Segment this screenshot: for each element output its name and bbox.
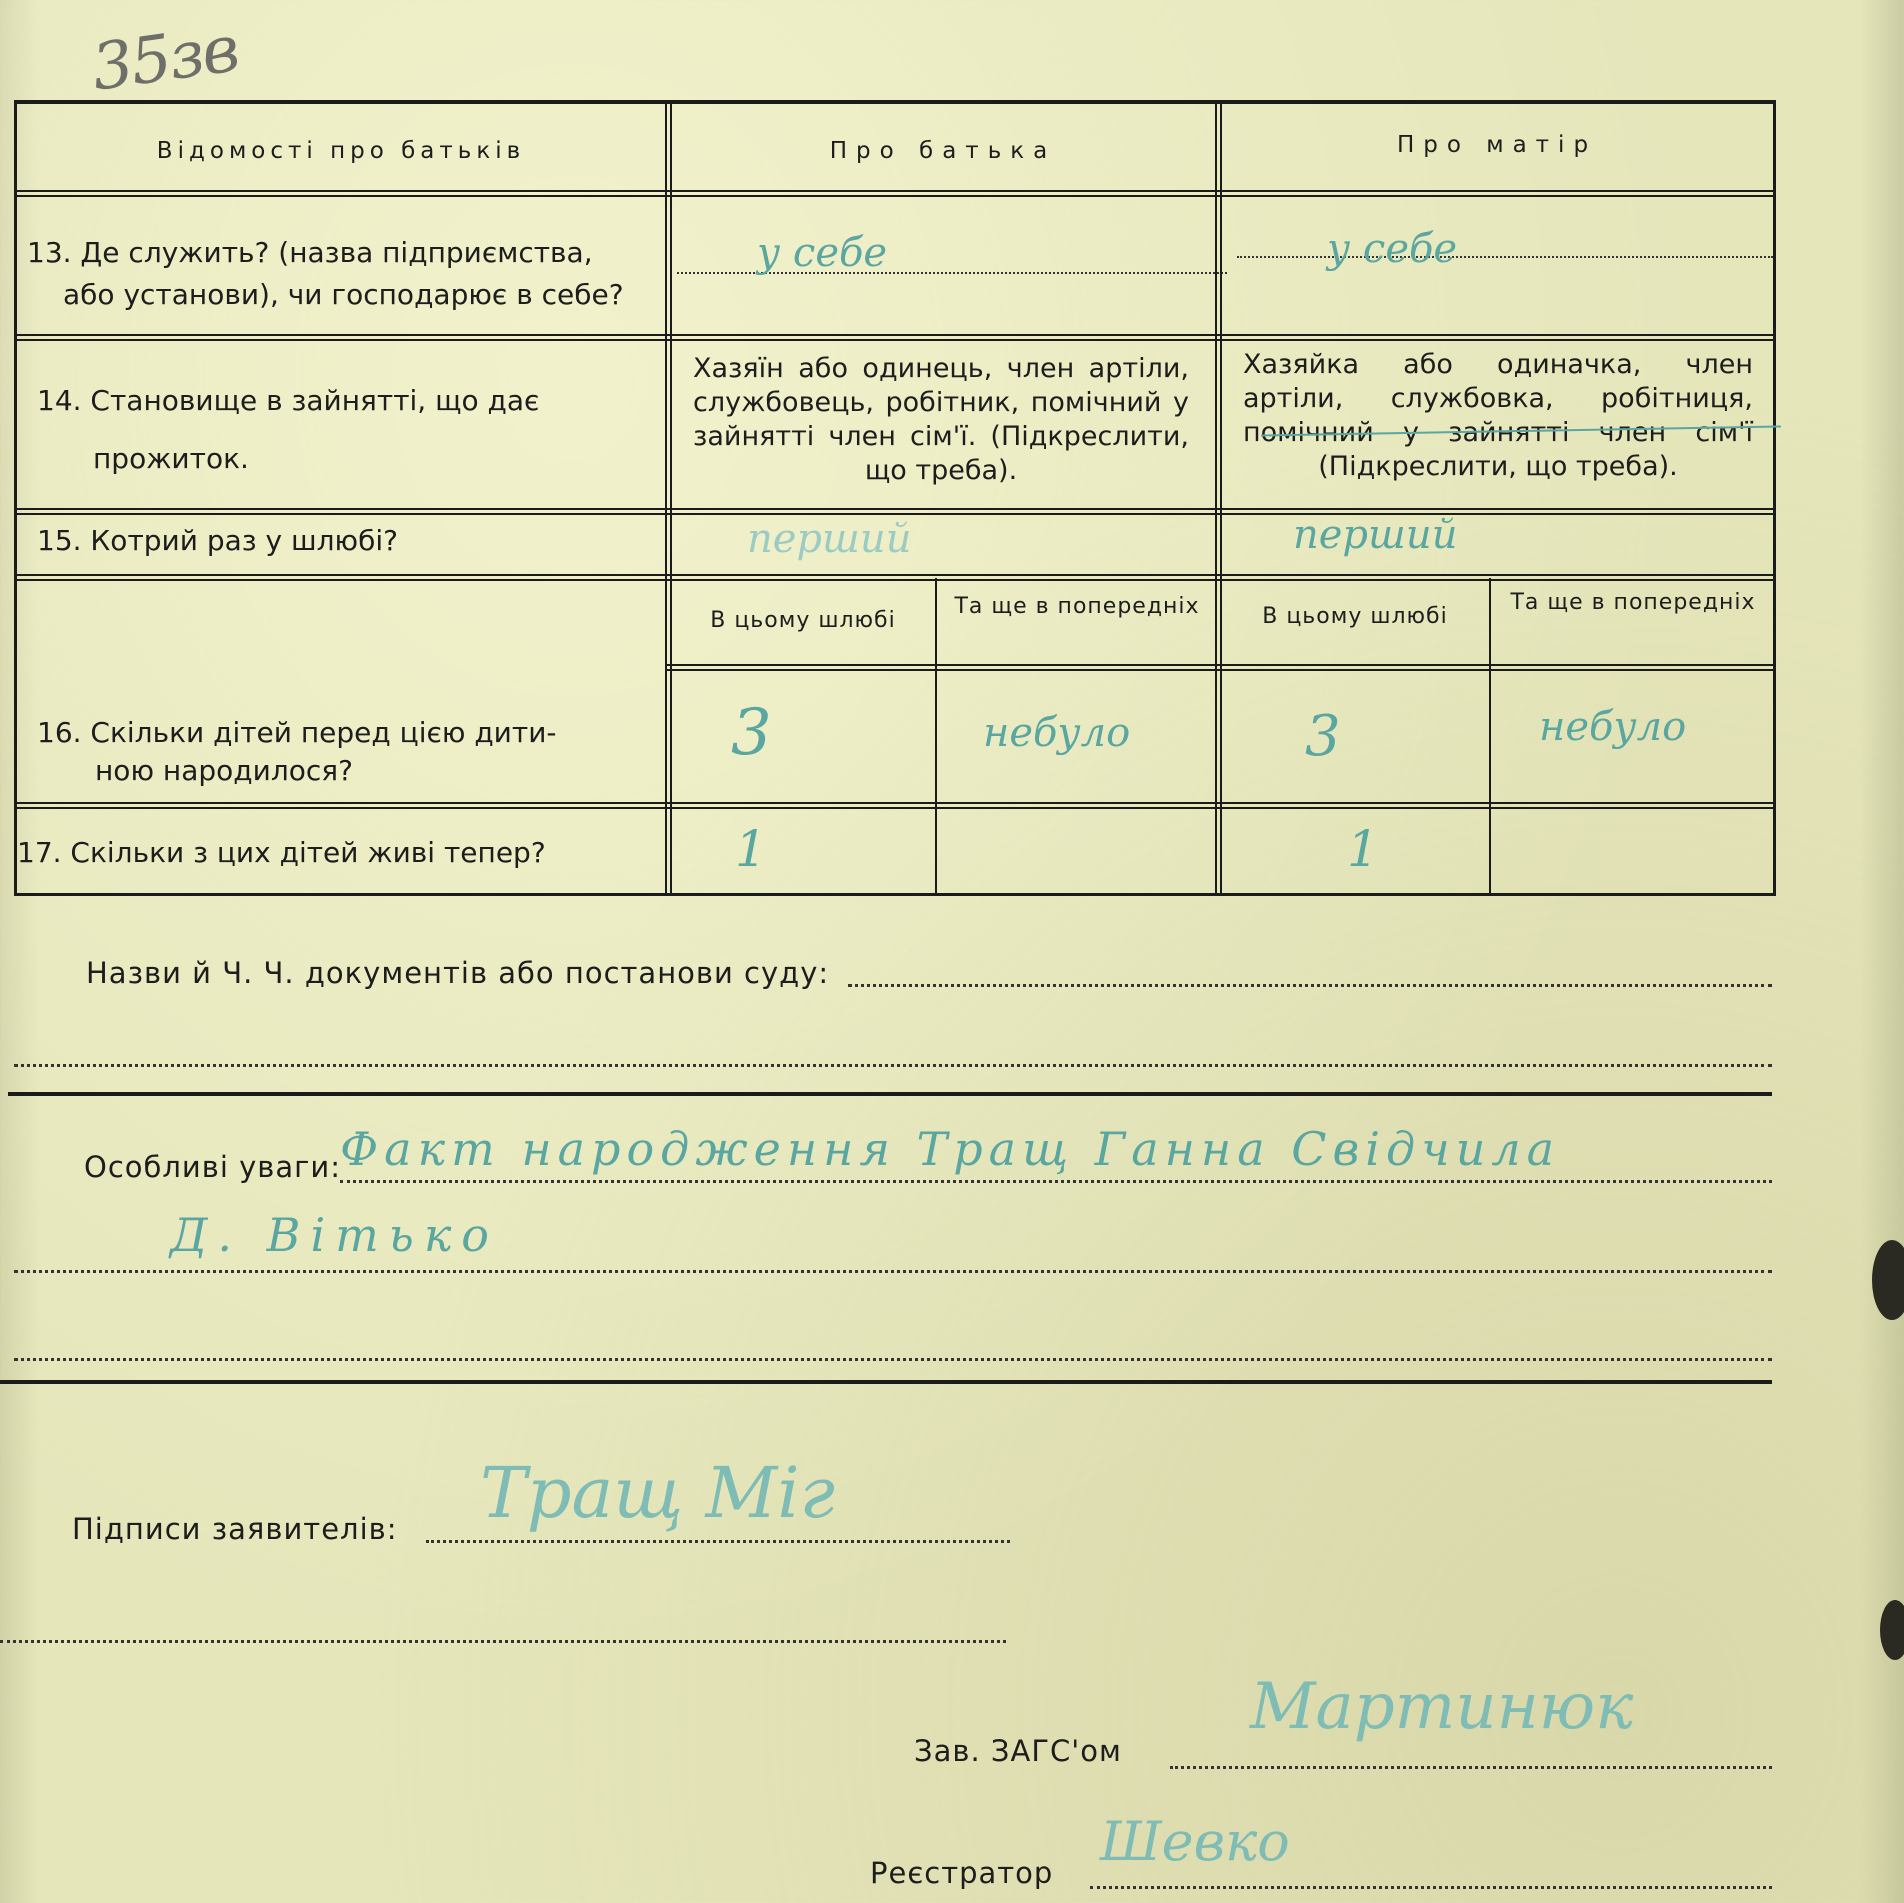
- subheader-father-previous: Та ще в попередніх: [954, 594, 1200, 619]
- head-of-registry-signature-line: [1170, 1766, 1772, 1769]
- q16-question-line1: 16. Скільки дітей перед цією дити-: [37, 716, 557, 749]
- documents-line: [14, 1064, 1772, 1067]
- remarks-label: Особливі уваги:: [84, 1150, 342, 1184]
- q16-mother-previous: небуло: [1539, 704, 1687, 750]
- row-divider: [17, 190, 1773, 197]
- q16-mother-this: 3: [1305, 704, 1341, 769]
- header-info-about-parents: Відомості про батьків: [156, 138, 526, 164]
- applicants-signature-label: Підписи заявителів:: [72, 1512, 398, 1546]
- remarks-handwriting-line2: Д. Вітько: [170, 1208, 499, 1262]
- head-of-registry-label: Зав. ЗАГС'ом: [914, 1734, 1122, 1768]
- q16-father-this: 3: [731, 696, 772, 770]
- subheader-mother-previous: Та ще в попередніх: [1510, 590, 1756, 615]
- documents-line: [848, 984, 1772, 987]
- q13-father-answer: у себе: [757, 230, 888, 276]
- binding-hole: [1880, 1600, 1904, 1660]
- row-divider: [17, 508, 1773, 515]
- q16-question-line2: ною народилося?: [95, 754, 353, 787]
- q14-question-line2: прожиток.: [93, 442, 249, 475]
- dotted-guide: [1237, 256, 1773, 258]
- subheader-father-in-this-marriage: В цьому шлюбі: [710, 608, 896, 633]
- remarks-line: [14, 1358, 1772, 1361]
- q13-question-line2: або установи), чи господарює в себе?: [63, 278, 624, 311]
- q17-mother-this: 1: [1347, 820, 1379, 878]
- q13-question-line1: 13. Де служить? (назва підприємства,: [27, 236, 593, 269]
- q14-father-options: Хазяїн або одинець, член артіли, службовець, робітник, помічний у зайнятті член сім'ї. (Підкреслити, що треба).: [693, 353, 1189, 486]
- remarks-handwriting-line1: Факт народження Тращ Ганна Свідчила: [340, 1122, 1561, 1176]
- header-about-mother: Про матір: [1396, 132, 1598, 158]
- q15-father-answer: перший: [747, 516, 912, 562]
- subheader-mother-in-this-marriage: В цьому шлюбі: [1262, 604, 1448, 629]
- q15-mother-answer: перший: [1293, 512, 1458, 558]
- registrar-signature-line: [1090, 1886, 1772, 1889]
- section-divider: [0, 1380, 1772, 1384]
- q15-question: 15. Котрий раз у шлюбі?: [37, 524, 399, 557]
- applicants-signature-line: [0, 1640, 1006, 1643]
- binding-hole: [1872, 1240, 1904, 1320]
- column-divider: [935, 578, 937, 894]
- column-divider: [1489, 578, 1491, 894]
- parents-info-table: [14, 100, 1776, 896]
- q17-question: 17. Скільки з цих дітей живі тепер?: [17, 836, 546, 869]
- row-divider: [17, 802, 1773, 809]
- q16-father-previous: небуло: [983, 710, 1131, 756]
- registrar-label: Реєстратор: [870, 1856, 1054, 1890]
- registrar-signature: Шевко: [1100, 1810, 1290, 1873]
- q17-father-this: 1: [735, 820, 767, 878]
- row-divider: [17, 574, 1773, 581]
- applicants-signature-line: [426, 1540, 1010, 1543]
- remarks-line: [340, 1180, 1772, 1183]
- q13-mother-answer: у себе: [1327, 226, 1458, 272]
- head-of-registry-signature: Мартинюк: [1250, 1670, 1634, 1744]
- page-number: 35зв: [87, 12, 243, 106]
- remarks-line: [14, 1270, 1772, 1273]
- header-about-father: Про батька: [829, 138, 1057, 164]
- applicants-signature: Тращ Міг: [480, 1452, 835, 1534]
- documents-label: Назви й Ч. Ч. документів або постанови суду:: [86, 956, 830, 990]
- row-divider: [17, 334, 1773, 341]
- column-divider: [1215, 104, 1222, 894]
- section-divider: [8, 1092, 1772, 1096]
- q14-mother-options: Хазяйка або одиначка, член артіли, службовка, робітниця, помічний у зайнятті член сім'ї (Підкреслити, що треба).: [1243, 349, 1753, 482]
- column-divider: [665, 104, 672, 894]
- q14-question-line1: 14. Становище в зайнятті, що дає: [37, 384, 540, 417]
